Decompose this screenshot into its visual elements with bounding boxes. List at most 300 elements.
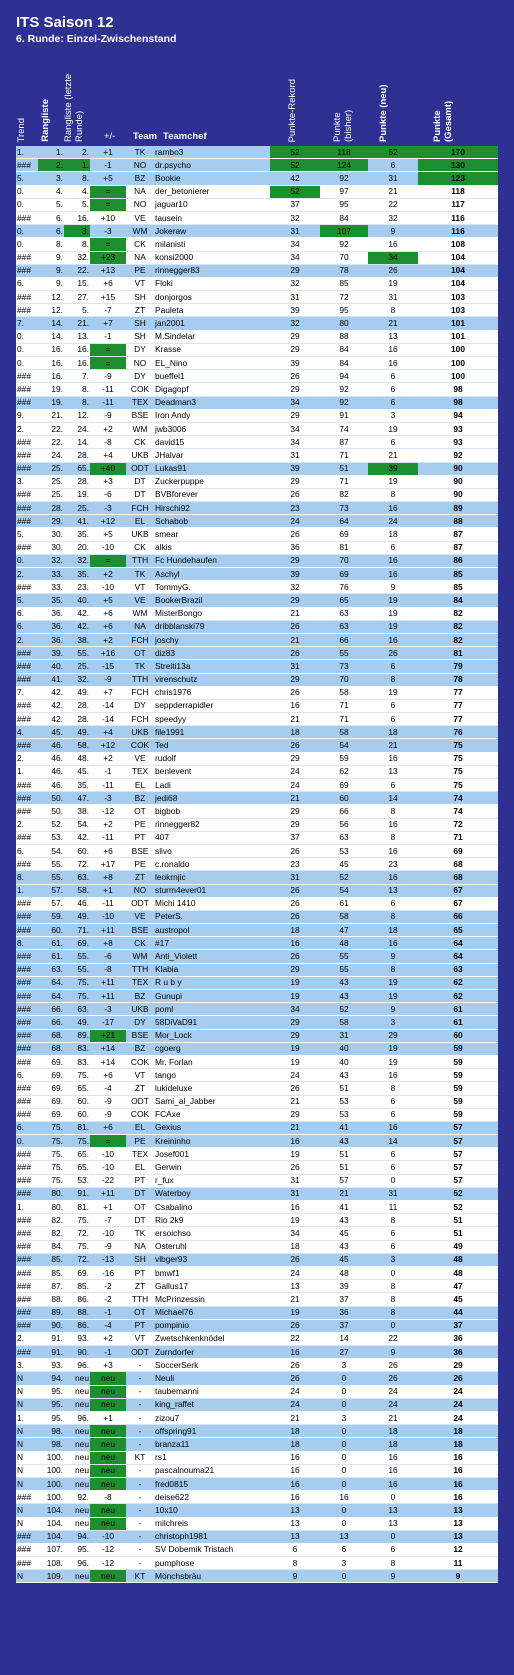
neu-cell: 39 <box>368 462 418 475</box>
teamchef-cell: tausein <box>154 211 270 224</box>
team-cell: EL <box>126 1121 154 1134</box>
bisher-cell: 63 <box>320 607 368 620</box>
teamchef-cell: pompinio <box>154 1319 270 1332</box>
prev-rank-cell: 72. <box>64 1253 90 1266</box>
teamchef-cell: lukideluxe <box>154 1082 270 1095</box>
trend-cell: 2. <box>16 1332 38 1345</box>
teamchef-cell: FCAxe <box>154 1108 270 1121</box>
diff-cell: -4 <box>90 1082 126 1095</box>
neu-cell: 18 <box>368 1425 418 1438</box>
trend-cell: 0. <box>16 198 38 211</box>
prev-rank-cell: neu <box>64 1385 90 1398</box>
gesamt-cell: 87 <box>418 541 498 554</box>
rank-cell: 93. <box>38 1359 64 1372</box>
teamchef-cell: dribblanski79 <box>154 620 270 633</box>
team-cell: DY <box>126 699 154 712</box>
rank-cell: 42. <box>38 699 64 712</box>
diff-cell: neu <box>90 1570 126 1583</box>
trend-cell: ### <box>16 1306 38 1319</box>
neu-cell: 6 <box>368 779 418 792</box>
header-teamchef: Teamchef <box>163 131 207 142</box>
trend-cell: ### <box>16 1108 38 1121</box>
neu-cell: 3 <box>368 1253 418 1266</box>
neu-cell: 16 <box>368 357 418 370</box>
rank-cell: 22. <box>38 422 64 435</box>
teamchef-cell: Mor_Lock <box>154 1029 270 1042</box>
bisher-cell: 55 <box>320 963 368 976</box>
gesamt-cell: 11 <box>418 1557 498 1570</box>
prev-rank-cell: 5. <box>64 198 90 211</box>
diff-cell: +5 <box>90 528 126 541</box>
teamchef-cell: Sami_al_Jabber <box>154 1095 270 1108</box>
teamchef-cell: fred0815 <box>154 1477 270 1490</box>
page-title: ITS Saison 12 <box>16 14 114 31</box>
rank-cell: 88. <box>38 1293 64 1306</box>
table-row <box>16 422 498 435</box>
rekord-cell: 29 <box>270 264 320 277</box>
prev-rank-cell: 25. <box>64 660 90 673</box>
gesamt-cell: 68 <box>418 871 498 884</box>
prev-rank-cell: 32. <box>64 251 90 264</box>
rekord-cell: 34 <box>270 1003 320 1016</box>
page-subtitle: 6. Runde: Einzel-Zwischenstand <box>16 33 177 45</box>
rank-cell: 9. <box>38 277 64 290</box>
table-row <box>16 238 498 251</box>
table-row <box>16 1135 498 1148</box>
team-cell: - <box>126 1398 154 1411</box>
trend-cell: 2. <box>16 818 38 831</box>
rank-cell: 24. <box>38 449 64 462</box>
header-rangliste-letzte: Rangliste (letzte Runde) <box>63 73 85 142</box>
rank-cell: 100. <box>38 1451 64 1464</box>
table-header <box>16 52 498 144</box>
gesamt-cell: 75 <box>418 779 498 792</box>
rank-cell: 40. <box>38 660 64 673</box>
team-cell: VT <box>126 1069 154 1082</box>
rank-cell: 41. <box>38 673 64 686</box>
prev-rank-cell: 35. <box>64 568 90 581</box>
trend-cell: ### <box>16 396 38 409</box>
neu-cell: 21 <box>368 1412 418 1425</box>
rank-cell: 46. <box>38 779 64 792</box>
neu-cell: 24 <box>368 1385 418 1398</box>
bisher-cell: 21 <box>320 1187 368 1200</box>
team-cell: UKB <box>126 449 154 462</box>
trend-cell: ### <box>16 581 38 594</box>
team-cell: FCH <box>126 502 154 515</box>
teamchef-cell: Gerwin <box>154 1161 270 1174</box>
team-cell: PE <box>126 264 154 277</box>
teamchef-cell: Klabia <box>154 963 270 976</box>
trend-cell: ### <box>16 515 38 528</box>
team-cell: - <box>126 1438 154 1451</box>
prev-rank-cell: 14. <box>64 436 90 449</box>
rank-cell: 69. <box>38 1069 64 1082</box>
bisher-cell: 0 <box>320 1477 368 1490</box>
rekord-cell: 16 <box>270 1135 320 1148</box>
rekord-cell: 31 <box>270 225 320 238</box>
bisher-cell: 72 <box>320 291 368 304</box>
neu-cell: 8 <box>368 963 418 976</box>
prev-rank-cell: neu <box>64 1570 90 1583</box>
bisher-cell: 13 <box>320 1530 368 1543</box>
trend-cell: 2. <box>16 633 38 646</box>
table-row <box>16 1346 498 1359</box>
teamchef-cell: Zwetschkenknödel <box>154 1332 270 1345</box>
table-row <box>16 713 498 726</box>
gesamt-cell: 77 <box>418 713 498 726</box>
diff-cell: -3 <box>90 225 126 238</box>
bisher-cell: 39 <box>320 1280 368 1293</box>
rank-cell: 55. <box>38 871 64 884</box>
table-row <box>16 1029 498 1042</box>
neu-cell: 31 <box>368 291 418 304</box>
teamchef-cell: cgoerg <box>154 1042 270 1055</box>
trend-cell: ### <box>16 699 38 712</box>
rank-cell: 12. <box>38 291 64 304</box>
trend-cell: ### <box>16 159 38 172</box>
rekord-cell: 26 <box>270 370 320 383</box>
rank-cell: 85. <box>38 1266 64 1279</box>
neu-cell: 16 <box>368 502 418 515</box>
rank-cell: 91. <box>38 1332 64 1345</box>
neu-cell: 0 <box>368 1491 418 1504</box>
table-row <box>16 475 498 488</box>
diff-cell: +7 <box>90 686 126 699</box>
team-cell: DT <box>126 1187 154 1200</box>
rekord-cell: 16 <box>270 937 320 950</box>
team-cell: TTH <box>126 554 154 567</box>
rekord-cell: 24 <box>270 1069 320 1082</box>
diff-cell: -10 <box>90 1227 126 1240</box>
table-row <box>16 1174 498 1187</box>
gesamt-cell: 71 <box>418 831 498 844</box>
table-row <box>16 1227 498 1240</box>
bisher-cell: 124 <box>320 159 368 172</box>
bisher-cell: 92 <box>320 383 368 396</box>
table-row <box>16 686 498 699</box>
prev-rank-cell: 89. <box>64 1029 90 1042</box>
rekord-cell: 13 <box>270 1504 320 1517</box>
team-cell: ODT <box>126 897 154 910</box>
bisher-cell: 84 <box>320 211 368 224</box>
rekord-cell: 21 <box>270 1121 320 1134</box>
bisher-cell: 43 <box>320 976 368 989</box>
diff-cell: -1 <box>90 1306 126 1319</box>
neu-cell: 9 <box>368 225 418 238</box>
prev-rank-cell: 94. <box>64 1530 90 1543</box>
rank-cell: 2. <box>38 159 64 172</box>
prev-rank-cell: 22. <box>64 264 90 277</box>
bisher-cell: 70 <box>320 554 368 567</box>
prev-rank-cell: 75. <box>64 976 90 989</box>
rank-cell: 39. <box>38 647 64 660</box>
gesamt-cell: 51 <box>418 1214 498 1227</box>
rekord-cell: 52 <box>270 159 320 172</box>
trend-cell: 0. <box>16 185 38 198</box>
table-row <box>16 185 498 198</box>
bisher-cell: 71 <box>320 713 368 726</box>
bisher-cell: 70 <box>320 673 368 686</box>
diff-cell: +5 <box>90 172 126 185</box>
rekord-cell: 26 <box>270 910 320 923</box>
rank-cell: 104. <box>38 1517 64 1530</box>
table-row <box>16 581 498 594</box>
trend-cell: 6. <box>16 607 38 620</box>
rank-cell: 91. <box>38 1346 64 1359</box>
bisher-cell: 64 <box>320 515 368 528</box>
team-cell: OT <box>126 805 154 818</box>
table-row <box>16 620 498 633</box>
diff-cell: -9 <box>90 1240 126 1253</box>
teamchef-cell: 58DiVaD91 <box>154 1016 270 1029</box>
trend-cell: ### <box>16 990 38 1003</box>
trend-cell: 3. <box>16 475 38 488</box>
team-cell: DY <box>126 370 154 383</box>
teamchef-cell: c.ronaldo <box>154 858 270 871</box>
trend-cell: ### <box>16 383 38 396</box>
prev-rank-cell: 8. <box>64 396 90 409</box>
rank-cell: 80. <box>38 1201 64 1214</box>
diff-cell: neu <box>90 1451 126 1464</box>
bisher-cell: 51 <box>320 1148 368 1161</box>
table-row <box>16 1372 498 1385</box>
rank-cell: 69. <box>38 1108 64 1121</box>
prev-rank-cell: 58. <box>64 884 90 897</box>
diff-cell: +6 <box>90 277 126 290</box>
teamchef-cell: king_raffet <box>154 1398 270 1411</box>
rank-cell: 75. <box>38 1148 64 1161</box>
bisher-cell: 70 <box>320 251 368 264</box>
gesamt-cell: 81 <box>418 647 498 660</box>
neu-cell: 6 <box>368 1227 418 1240</box>
rekord-cell: 29 <box>270 963 320 976</box>
prev-rank-cell: 28. <box>64 475 90 488</box>
gesamt-cell: 67 <box>418 884 498 897</box>
diff-cell: +4 <box>90 449 126 462</box>
gesamt-cell: 59 <box>418 1108 498 1121</box>
bisher-cell: 63 <box>320 620 368 633</box>
prev-rank-cell: 54. <box>64 818 90 831</box>
rank-cell: 55. <box>38 858 64 871</box>
team-cell: UKB <box>126 1003 154 1016</box>
rekord-cell: 16 <box>270 1477 320 1490</box>
prev-rank-cell: 53. <box>64 1174 90 1187</box>
prev-rank-cell: 75. <box>64 1240 90 1253</box>
teamchef-cell: ersoichso <box>154 1227 270 1240</box>
neu-cell: 9 <box>368 1570 418 1583</box>
prev-rank-cell: 8. <box>64 172 90 185</box>
neu-cell: 8 <box>368 805 418 818</box>
team-cell: COK <box>126 383 154 396</box>
table-row <box>16 225 498 238</box>
trend-cell: N <box>16 1570 38 1583</box>
bisher-cell: 51 <box>320 1161 368 1174</box>
diff-cell: -9 <box>90 1095 126 1108</box>
table-row <box>16 330 498 343</box>
rekord-cell: 16 <box>270 1464 320 1477</box>
rank-cell: 69. <box>38 1082 64 1095</box>
trend-cell: ### <box>16 1346 38 1359</box>
table-row <box>16 1398 498 1411</box>
diff-cell: neu <box>90 1464 126 1477</box>
team-cell: VE <box>126 594 154 607</box>
diff-cell: -15 <box>90 660 126 673</box>
trend-cell: ### <box>16 264 38 277</box>
prev-rank-cell: 2. <box>64 146 90 159</box>
team-cell: CK <box>126 937 154 950</box>
neu-cell: 0 <box>368 1266 418 1279</box>
prev-rank-cell: 95. <box>64 1543 90 1556</box>
gesamt-cell: 57 <box>418 1174 498 1187</box>
teamchef-cell: seppderrapidler <box>154 699 270 712</box>
team-cell: CK <box>126 238 154 251</box>
prev-rank-cell: 83. <box>64 1042 90 1055</box>
prev-rank-cell: 13. <box>64 330 90 343</box>
table-row <box>16 317 498 330</box>
prev-rank-cell: 21. <box>64 317 90 330</box>
diff-cell: +11 <box>90 1187 126 1200</box>
teamchef-cell: rinnegger82 <box>154 818 270 831</box>
trend-cell: 5. <box>16 594 38 607</box>
prev-rank-cell: 86. <box>64 1293 90 1306</box>
trend-cell: ### <box>16 436 38 449</box>
gesamt-cell: 88 <box>418 515 498 528</box>
rekord-cell: 21 <box>270 1293 320 1306</box>
prev-rank-cell: 45. <box>64 765 90 778</box>
gesamt-cell: 18 <box>418 1425 498 1438</box>
diff-cell: -9 <box>90 370 126 383</box>
bisher-cell: 118 <box>320 146 368 159</box>
rekord-cell: 6 <box>270 1543 320 1556</box>
rekord-cell: 29 <box>270 330 320 343</box>
team-cell: - <box>126 1359 154 1372</box>
diff-cell: -3 <box>90 1003 126 1016</box>
trend-cell: ### <box>16 1161 38 1174</box>
neu-cell: 26 <box>368 1359 418 1372</box>
neu-cell: 8 <box>368 831 418 844</box>
trend-cell: ### <box>16 1055 38 1068</box>
diff-cell: +10 <box>90 211 126 224</box>
bisher-cell: 45 <box>320 858 368 871</box>
header-bisher: Punkte (bisher) <box>332 109 354 142</box>
header-gesamt: Punkte (Gesamt) <box>432 100 454 142</box>
trend-cell: ### <box>16 1557 38 1570</box>
diff-cell: neu <box>90 1477 126 1490</box>
teamchef-cell: Jokeraw <box>154 225 270 238</box>
neu-cell: 16 <box>368 1451 418 1464</box>
bisher-cell: 16 <box>320 1491 368 1504</box>
gesamt-cell: 75 <box>418 765 498 778</box>
neu-cell: 8 <box>368 488 418 501</box>
rekord-cell: 24 <box>270 779 320 792</box>
trend-cell: N <box>16 1372 38 1385</box>
rekord-cell: 13 <box>270 1280 320 1293</box>
bisher-cell: 84 <box>320 343 368 356</box>
diff-cell: -14 <box>90 699 126 712</box>
team-cell: BZ <box>126 1042 154 1055</box>
rekord-cell: 29 <box>270 1016 320 1029</box>
rekord-cell: 31 <box>270 1187 320 1200</box>
trend-cell: ### <box>16 541 38 554</box>
prev-rank-cell: 60. <box>64 844 90 857</box>
gesamt-cell: 104 <box>418 277 498 290</box>
trend-cell: ### <box>16 963 38 976</box>
team-cell: TK <box>126 660 154 673</box>
teamchef-cell: r_fux <box>154 1174 270 1187</box>
table-row <box>16 304 498 317</box>
rekord-cell: 18 <box>270 1425 320 1438</box>
neu-cell: 21 <box>368 449 418 462</box>
gesamt-cell: 64 <box>418 950 498 963</box>
bisher-cell: 95 <box>320 198 368 211</box>
trend-cell: 1. <box>16 765 38 778</box>
rekord-cell: 26 <box>270 1372 320 1385</box>
teamchef-cell: deise622 <box>154 1491 270 1504</box>
team-cell: BSE <box>126 409 154 422</box>
table-row <box>16 1266 498 1279</box>
team-cell: PE <box>126 818 154 831</box>
team-cell: PT <box>126 1174 154 1187</box>
trend-cell: ### <box>16 291 38 304</box>
gesamt-cell: 61 <box>418 1003 498 1016</box>
prev-rank-cell: neu <box>64 1372 90 1385</box>
rank-cell: 63. <box>38 963 64 976</box>
neu-cell: 6 <box>368 383 418 396</box>
trend-cell: ### <box>16 713 38 726</box>
rank-cell: 54. <box>38 844 64 857</box>
team-cell: NA <box>126 1240 154 1253</box>
teamchef-cell: vlbger93 <box>154 1253 270 1266</box>
bisher-cell: 58 <box>320 1016 368 1029</box>
prev-rank-cell: neu <box>64 1398 90 1411</box>
trend-cell: ### <box>16 462 38 475</box>
neu-cell: 21 <box>368 317 418 330</box>
neu-cell: 8 <box>368 1082 418 1095</box>
trend-cell: 1. <box>16 1201 38 1214</box>
team-cell: ZT <box>126 1280 154 1293</box>
team-cell: SH <box>126 1253 154 1266</box>
trend-cell: ### <box>16 1029 38 1042</box>
neu-cell: 6 <box>368 541 418 554</box>
neu-cell: 9 <box>368 581 418 594</box>
team-cell: OT <box>126 647 154 660</box>
teamchef-cell: pascalnouma21 <box>154 1464 270 1477</box>
teamchef-cell: Floki <box>154 277 270 290</box>
rank-cell: 46. <box>38 752 64 765</box>
diff-cell: +1 <box>90 146 126 159</box>
teamchef-cell: taubemanni <box>154 1385 270 1398</box>
teamchef-cell: bigbob <box>154 805 270 818</box>
trend-cell: 6. <box>16 277 38 290</box>
trend-cell: ### <box>16 831 38 844</box>
bisher-cell: 43 <box>320 1135 368 1148</box>
trend-cell: 1. <box>16 884 38 897</box>
neu-cell: 52 <box>368 146 418 159</box>
teamchef-cell: Hirschi92 <box>154 502 270 515</box>
team-cell: - <box>126 1477 154 1490</box>
bisher-cell: 43 <box>320 1240 368 1253</box>
teamchef-cell: M.Sindelar <box>154 330 270 343</box>
prev-rank-cell: 8. <box>64 383 90 396</box>
rekord-cell: 32 <box>270 581 320 594</box>
teamchef-cell: Anti_Violett <box>154 950 270 963</box>
teamchef-cell: Lukas91 <box>154 462 270 475</box>
diff-cell: -10 <box>90 581 126 594</box>
gesamt-cell: 44 <box>418 1306 498 1319</box>
gesamt-cell: 57 <box>418 1135 498 1148</box>
table-row <box>16 436 498 449</box>
